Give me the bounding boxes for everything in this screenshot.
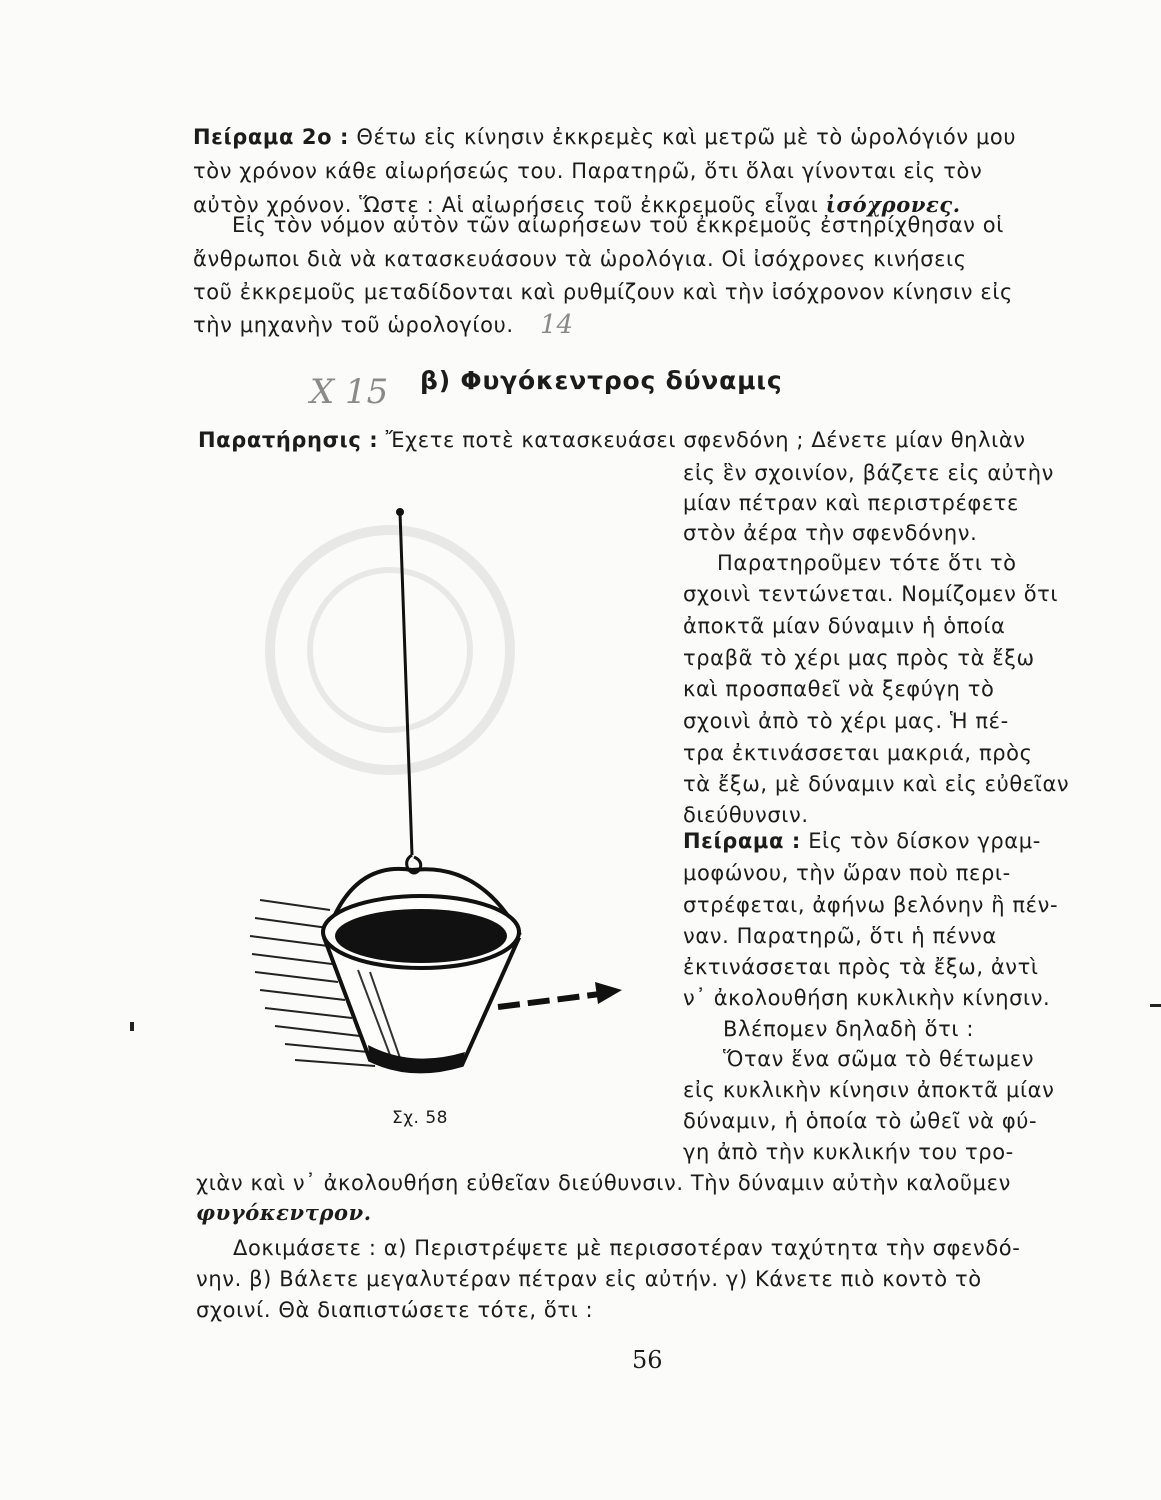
experiment-line-9: εἰς κυκλικὴν κίνησιν ἀποκτᾶ μίαν bbox=[683, 1078, 1055, 1102]
try-line-3: σχοινί. Θὰ διαπιστώσετε τότε, ὅτι : bbox=[196, 1298, 594, 1322]
paragraph-1-text: Θέτω εἰς κίνησιν ἐκκρεμὲς καὶ μετρῶ μὲ τὸ ὡρολόγιόν μου bbox=[356, 125, 1017, 149]
observation-line-11: τρα ἐκτινάσσεται μακριά, πρὸς bbox=[683, 741, 1033, 765]
observation-line-8: τραβᾶ τὸ χέρι μας πρὸς τὰ ἔξω bbox=[683, 646, 1035, 670]
observation-label: Παρατήρησις : bbox=[198, 428, 379, 452]
right-edge-mark bbox=[1150, 1004, 1161, 1007]
observation-line-1-text: Ἔχετε ποτὲ κατασκευάσει σφενδόνη ; Δένετε μίαν θηλιὰν bbox=[385, 428, 1026, 452]
margin-dot bbox=[130, 1022, 134, 1031]
bucket-figure bbox=[240, 500, 640, 1090]
experiment-line-5: ἐκτινάσσεται πρὸς τὰ ἔξω, ἀντὶ bbox=[683, 955, 1039, 979]
try-line-2: νην. β) Βάλετε μεγαλυτέραν πέτραν εἰς αὐτήν. γ) Κάνετε πιὸ κοντὸ τὸ bbox=[196, 1267, 982, 1291]
isochronous-term: ἰσόχρονες. bbox=[825, 192, 961, 217]
handwritten-mark-2: X 15 bbox=[310, 372, 389, 412]
observation-line-4: στὸν ἀέρα τὴν σφενδόνην. bbox=[683, 521, 978, 545]
paragraph-1-line-3-text: αὐτὸν χρόνον. Ὥστε : Αἱ αἰωρήσεις τοῦ ἐκκρεμοῦς εἶναι bbox=[193, 193, 819, 217]
observation-line-9: καὶ προσπαθεῖ νὰ ξεφύγη τὸ bbox=[683, 677, 995, 701]
experiment-line-7: Βλέπομεν δηλαδὴ ὅτι : bbox=[723, 1017, 975, 1041]
experiment-line-1 bbox=[683, 826, 1041, 856]
paragraph-2-line-2: ἄνθρωποι διὰ νὰ κατασκευάσουν τὰ ὡρολόγια. Οἱ ἰσόχρονες κινήσεις bbox=[193, 247, 967, 271]
try-line-1: Δοκιμάσετε : α) Περιστρέψετε μὲ περισσοτέραν ταχύτητα τὴν σφενδό- bbox=[233, 1236, 1021, 1260]
string-top-knot bbox=[396, 508, 404, 516]
experiment-line-2: μοφώνου, τὴν ὥραν ποὺ περι- bbox=[683, 861, 1011, 885]
experiment-line-8: Ὅταν ἕνα σῶμα τὸ θέτωμεν bbox=[723, 1047, 1035, 1071]
experiment-line-11: γη ἀπὸ τὴν κυκλικήν του τρο- bbox=[683, 1140, 1014, 1164]
observation-line-3: μίαν πέτραν καὶ περιστρέφετε bbox=[683, 491, 1019, 515]
section-heading: β) Φυγόκεντρος δύναμις bbox=[420, 366, 783, 395]
experiment-2-label: Πείραμα 2ο : bbox=[193, 125, 350, 149]
experiment-line-6: ν᾽ ἀκολουθήση κυκλικὴν κίνησιν. bbox=[683, 986, 1051, 1010]
bucket-water bbox=[335, 909, 507, 963]
experiment-line-4: ναν. Παρατηρῶ, ὅτι ἡ πέννα bbox=[683, 924, 997, 948]
observation-line-12: τὰ ἔξω, μὲ δύναμιν καὶ εἰς εὐθεῖαν bbox=[683, 772, 1070, 796]
page-number: 56 bbox=[632, 1346, 663, 1374]
paragraph-1-line-1 bbox=[193, 122, 1016, 152]
observation-line-13: διεύθυνσιν. bbox=[683, 803, 809, 827]
observation-line-10: σχοινὶ ἀπὸ τὸ χέρι μας. Ἡ πέ- bbox=[683, 709, 1009, 733]
experiment-line-1-text: Εἰς τὸν δίσκον γραμ- bbox=[808, 829, 1041, 853]
experiment-line-3: στρέφεται, ἀφήνω βελόνην ἢ πέν- bbox=[683, 893, 1059, 917]
paragraph-1-line-2: τὸν χρόνον κάθε αἰωρήσεώς του. Παρατηρῶ, ὅτι ὅλαι γίνονται εἰς τὸν bbox=[193, 159, 983, 183]
observation-line-6: σχοινὶ τεντώνεται. Νομίζομεν ὅτι bbox=[683, 582, 1059, 606]
experiment-line-10: δύναμιν, ἡ ὁποία τὸ ὠθεῖ νὰ φύ- bbox=[683, 1109, 1038, 1133]
experiment-label: Πείραμα : bbox=[683, 829, 801, 853]
observation-line-2: εἰς ἓν σχοινίον, βάζετε εἰς αὐτὴν bbox=[683, 461, 1054, 485]
direction-arrow bbox=[498, 982, 622, 1007]
observation-line-5: Παρατηροῦμεν τότε ὅτι τὸ bbox=[717, 551, 1017, 575]
string-line bbox=[400, 512, 412, 855]
paragraph-2-line-3: τοῦ ἐκκρεμοῦς μεταδίδονται καὶ ρυθμίζουν καὶ τὴν ἰσόχρονον κίνησιν εἰς bbox=[193, 280, 1013, 304]
experiment-line-12: χιὰν καὶ ν᾽ ἀκολουθήση εὐθεῖαν διεύθυνσιν. Τὴν δύναμιν αὐτὴν καλοῦμεν bbox=[196, 1171, 1011, 1195]
observation-line-1 bbox=[198, 425, 1026, 455]
paragraph-2-line-4: τὴν μηχανὴν τοῦ ὡρολογίου. bbox=[193, 313, 514, 337]
centrifugal-term: φυγόκεντρον. bbox=[196, 1200, 372, 1225]
handwritten-mark-1: 14 bbox=[540, 310, 574, 340]
paragraph-2-line-1: Εἰς τὸν νόμον αὐτὸν τῶν αἰωρήσεων τοῦ ἐκκρεμοῦς ἐστηρίχθησαν οἱ bbox=[232, 213, 1004, 237]
figure-caption: Σχ. 58 bbox=[392, 1108, 449, 1128]
observation-line-7: ἀποκτᾶ μίαν δύναμιν ἡ ὁποία bbox=[683, 614, 1006, 638]
